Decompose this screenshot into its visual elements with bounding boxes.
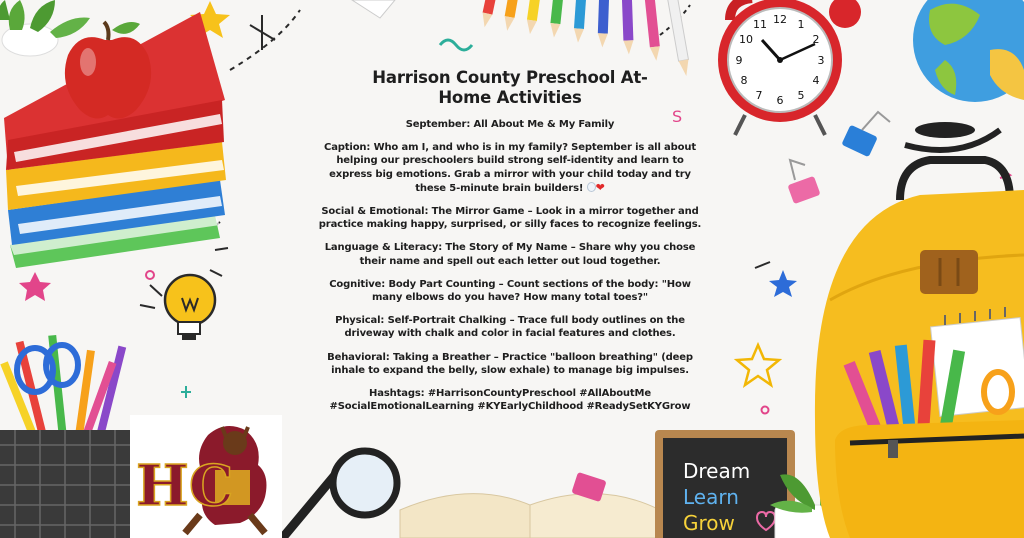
- caption-text: Caption: Who am I, and who is in my family? September is all about helping our preschoolers build strong self-identity and learn to express big emotions. Grab a mirror with your child today and try these 5-minute brain builders!: [324, 142, 696, 194]
- clock-number-7: 7: [755, 89, 763, 102]
- clock-number-10: 10: [739, 33, 753, 46]
- hashtags: Hashtags: #HarrisonCountyPreschool #AllAboutMe #SocialEmotionalLearning #KYEarlyChildhood #ReadySetKYGrow: [329, 388, 691, 413]
- clock-number-6: 6: [776, 94, 784, 107]
- month-heading: September: All About Me & My Family: [405, 119, 615, 130]
- hc-letters: [134, 433, 234, 533]
- heart-icon: ❤: [595, 180, 605, 194]
- post-content: [318, 68, 702, 423]
- page-title: [318, 68, 702, 108]
- title-line-1: Harrison County Preschool At-: [372, 68, 648, 87]
- chalkboard-dream: Dream: [683, 459, 751, 483]
- clock-number-4: 4: [812, 74, 820, 87]
- chalkboard-learn: Learn: [683, 485, 739, 509]
- clock-number-3: 3: [817, 54, 825, 67]
- activity-language-literacy: Language & Literacy: The Story of My Name – Share why you chose their name and spell out each letter out loud together.: [324, 242, 696, 267]
- clock-number-9: 9: [735, 54, 743, 67]
- clock-number-11: 11: [753, 18, 767, 31]
- activity-behavioral: Behavioral: Taking a Breather – Practice "balloon breathing" (deep inhale to expand the belly, slow exhale) to manage big impulses.: [327, 351, 693, 376]
- clock-number-8: 8: [740, 74, 748, 87]
- clock-number-2: 2: [812, 33, 820, 46]
- mirror-icon: [587, 182, 596, 192]
- caption: [318, 141, 702, 195]
- clock-number-12: 12: [773, 13, 787, 26]
- clock-number-1: 1: [797, 18, 805, 31]
- activity-cognitive: Cognitive: Body Part Counting – Count sections of the body: "How many elbows do you have? How many total toes?": [329, 278, 691, 304]
- activity-social-emotional: Social & Emotional: The Mirror Game – Look in a mirror together and practice making happy, surprised, or silly faces to recognize feelings.: [318, 206, 702, 231]
- activity-physical: Physical: Self-Portrait Chalking – Trace full body outlines on the driveway with chalk and color in facial features and clothes.: [335, 315, 685, 340]
- clock-number-5: 5: [797, 89, 805, 102]
- title-line-2: Home Activities: [438, 88, 582, 107]
- logo-letters: HC: [136, 453, 234, 519]
- school-logo: [130, 415, 282, 538]
- chalkboard-grow: Grow: [683, 511, 735, 535]
- svg-text:S: S: [672, 107, 683, 126]
